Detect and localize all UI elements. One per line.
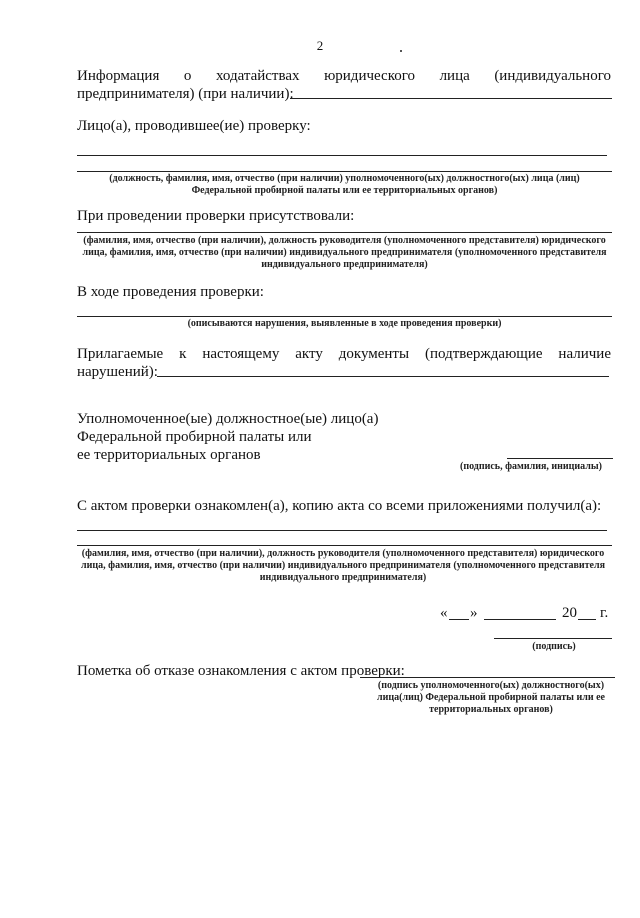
inspector-caption-2: Федеральной пробирной палаты или ее территориальных органов)	[191, 185, 498, 196]
date-close-quote: »	[470, 605, 478, 621]
petitions-word: юридического	[324, 68, 416, 84]
attached-word: настоящему	[202, 346, 280, 362]
inspector-caption-1: (должность, фамилия, имя, отчество (при наличии) уполномоченного(ых) должностного(ых) лица (лиц)	[109, 173, 580, 184]
date-month-line	[484, 619, 556, 620]
present-fill-line	[77, 232, 612, 233]
present-label: При проведении проверки присутствовали:	[77, 208, 355, 224]
present-caption: (фамилия, имя, отчество (при наличии), должность руководителя (уполномоченного представителя) юридического лица, фамилия, имя, отчество (при наличии) индивидуального предпринимателя (уполномоченного представителя индивидуального предпринимателя)	[82, 235, 607, 270]
attached-word: к	[179, 346, 187, 362]
petitions-word: ходатайствах	[215, 68, 300, 84]
attached-word: (подтверждающие	[424, 346, 543, 362]
official-line-2: Федеральной пробирной палаты или	[77, 429, 312, 445]
attached-word: наличие	[558, 346, 611, 362]
petitions-word: лица	[439, 68, 470, 84]
official-line-1: Уполномоченное(ые) должностное(ые) лицо(а)	[77, 411, 379, 427]
petitions-word: о	[183, 68, 192, 84]
acquainted-label: С актом проверки ознакомлен(а), копию акта со всеми приложениями получил(а):	[77, 498, 602, 514]
during-label: В ходе проведения проверки:	[77, 284, 264, 300]
scan-speck	[400, 50, 402, 52]
refusal-caption: (подпись уполномоченного(ых) должностного(ых) лица(лиц) Федеральной пробирной палаты или ее территориальных органов)	[377, 680, 605, 715]
date-year-line	[578, 619, 596, 620]
refusal-label: Пометка об отказе ознакомления с актом проверки:	[77, 663, 405, 679]
official-signature-caption: (подпись, фамилия, инициалы)	[459, 461, 603, 472]
inspector-label: Лицо(а), проводившее(ие) проверку:	[77, 118, 311, 134]
petitions-line-2: предпринимателя) (при наличии):	[77, 86, 294, 102]
acquainted-caption: (фамилия, имя, отчество (при наличии), должность руководителя (уполномоченного представителя) юридического лица, фамилия, имя, отчество (при наличии) индивидуального предпринимателя (уполномоченного представителя индивидуального предпринимателя)	[81, 548, 605, 583]
refusal-fill-line	[360, 677, 615, 678]
acquainted-fill-line-1	[77, 530, 607, 531]
attached-word: Прилагаемые	[77, 346, 164, 362]
petitions-line-1	[77, 66, 611, 86]
date-year-suffix: г.	[600, 605, 609, 621]
inspector-fill-line-2	[77, 171, 612, 172]
petitions-word: Информация	[77, 68, 160, 84]
attached-line-2: нарушений):	[77, 364, 158, 380]
official-line-3: ее территориальных органов	[77, 447, 261, 463]
date-year-prefix: 20	[562, 605, 577, 621]
official-signature-line	[507, 458, 613, 459]
during-fill-line	[77, 316, 612, 317]
during-caption: (описываются нарушения, выявленные в ходе проведения проверки)	[187, 318, 502, 329]
inspector-fill-line-1	[77, 155, 607, 156]
acquainted-fill-line-2	[77, 545, 612, 546]
attached-fill-line	[157, 376, 609, 377]
petitions-word: (индивидуального	[494, 68, 611, 84]
date-signature-line	[494, 638, 612, 639]
date-signature-caption: (подпись)	[532, 641, 576, 652]
date-day-line	[449, 619, 469, 620]
attached-word: акту	[295, 346, 323, 362]
page-number: 2	[316, 38, 324, 53]
date-open-quote: «	[440, 605, 448, 621]
attached-word: документы	[338, 346, 410, 362]
petitions-fill-line	[290, 98, 612, 99]
attached-line-1	[77, 344, 611, 364]
